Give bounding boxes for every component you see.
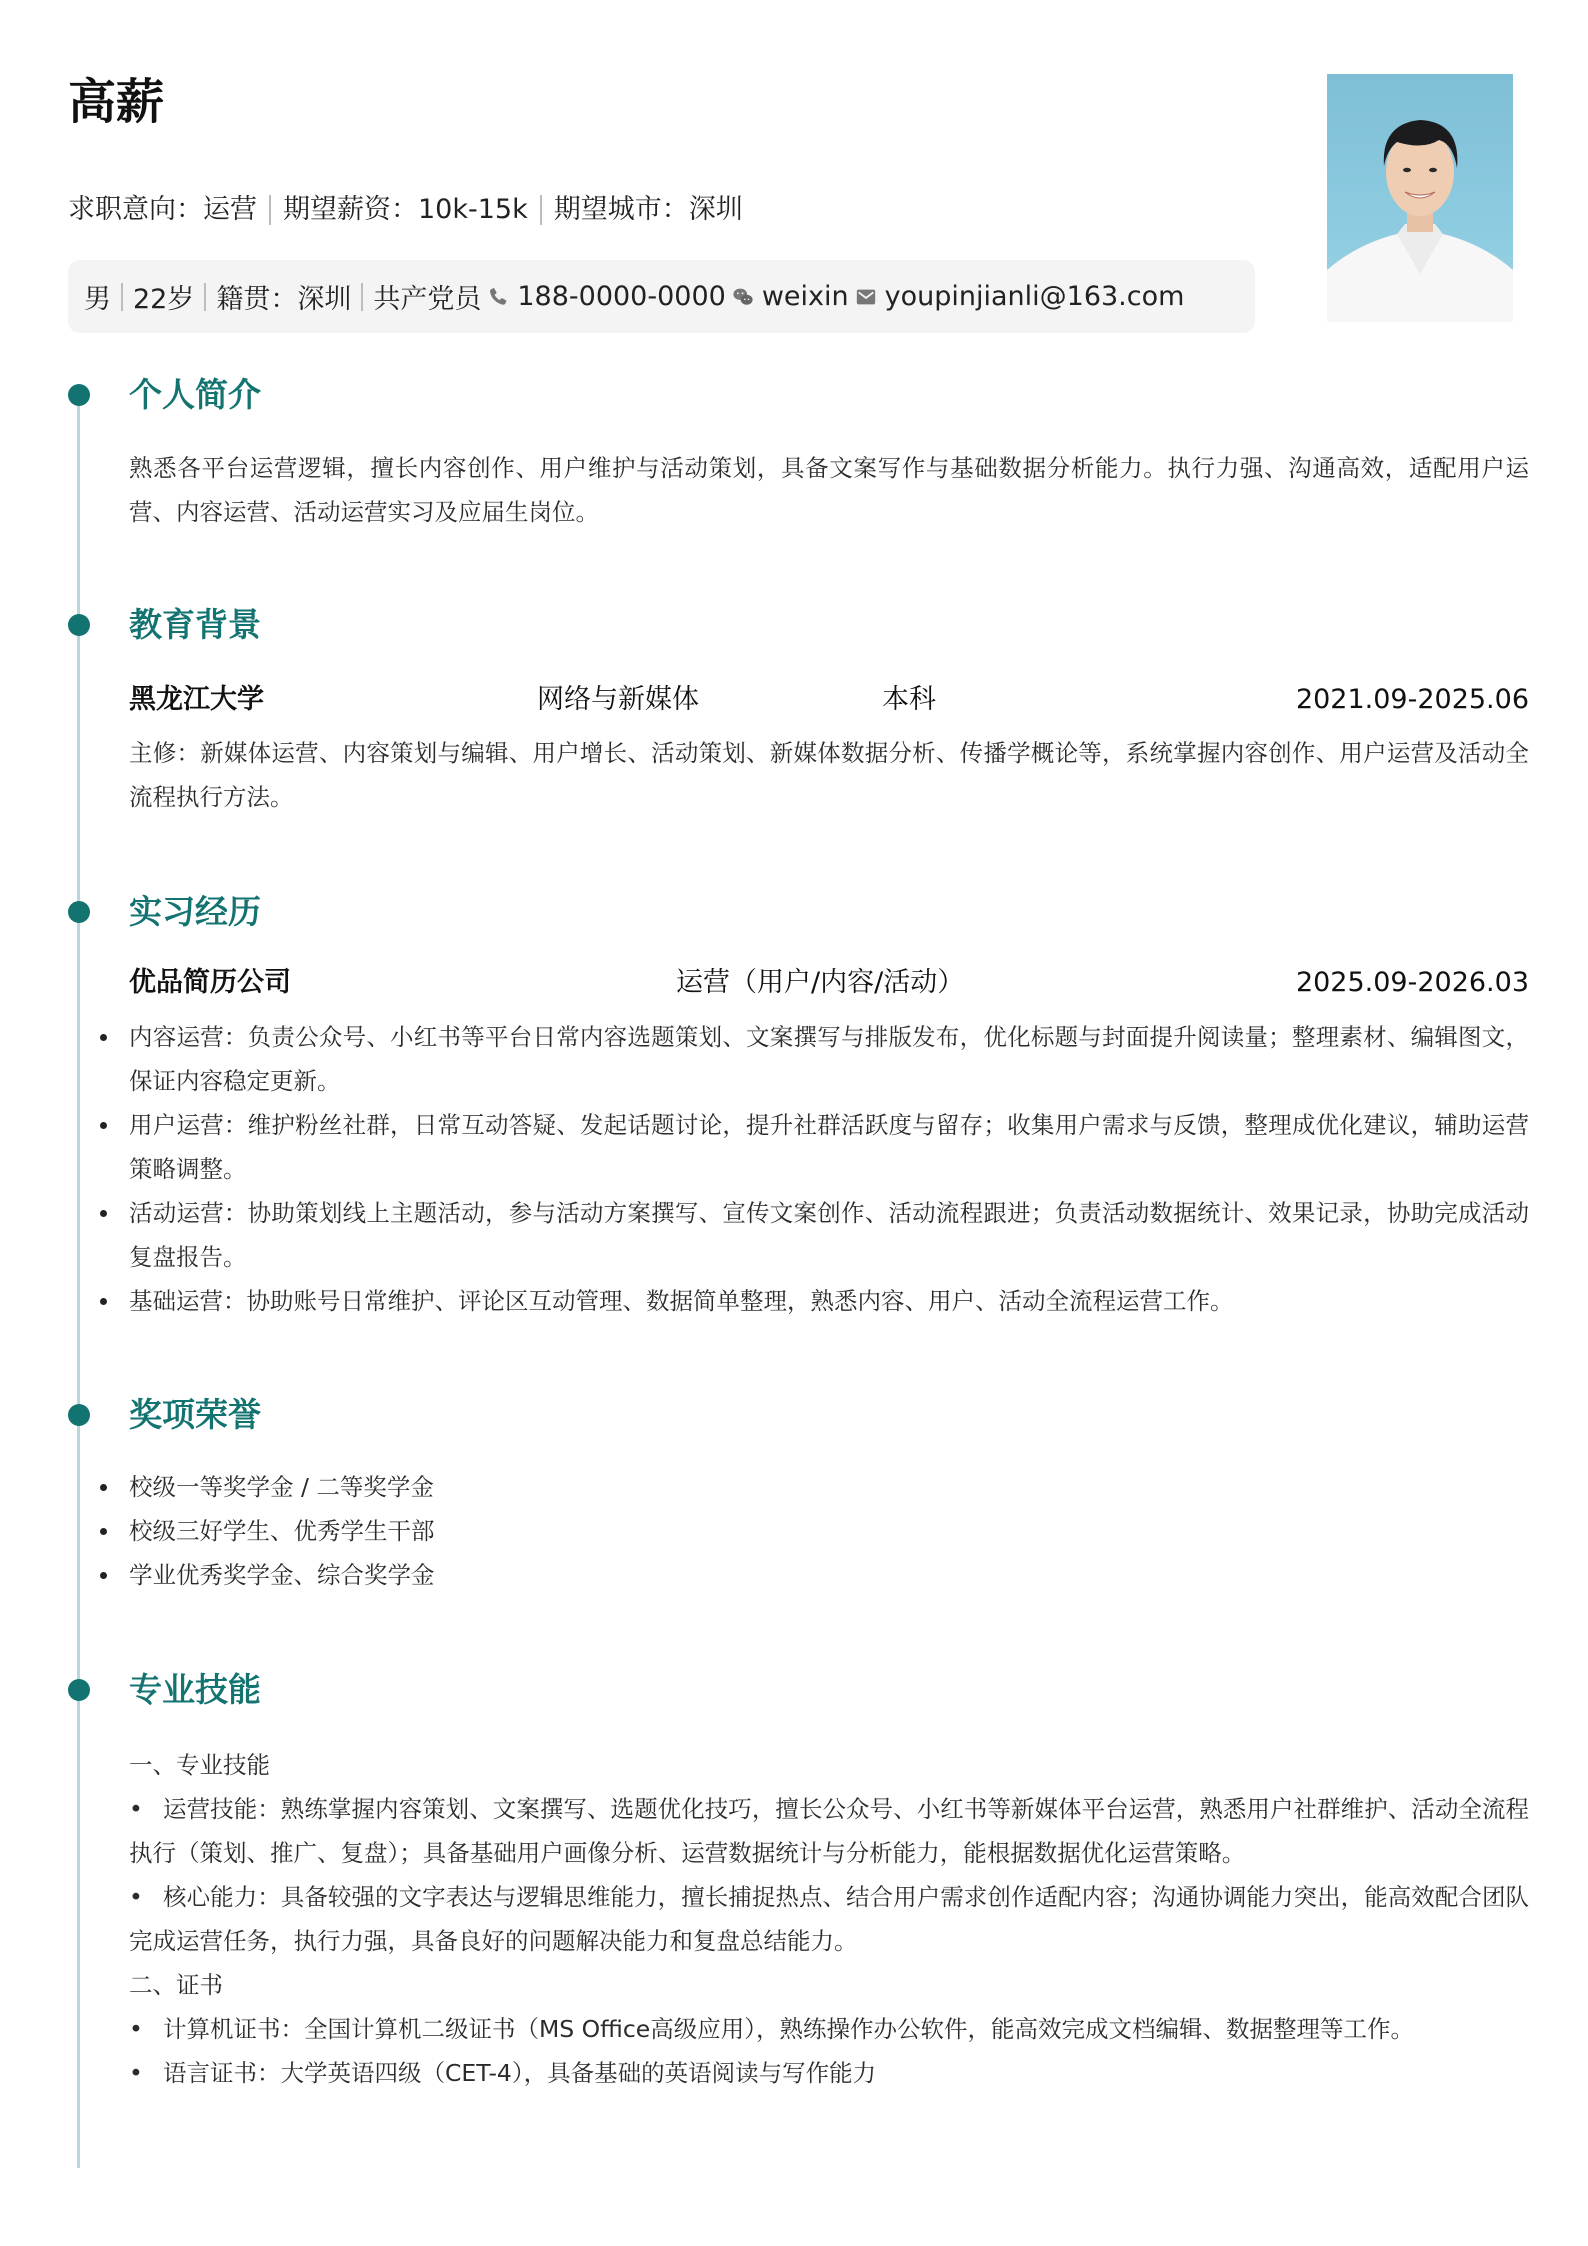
timeline-dot [68, 614, 90, 636]
bullet: • [129, 1795, 143, 1823]
skill-item: • 核心能力：具备较强的文字表达与逻辑思维能力，擅长捕捉热点、结合用户需求创作适配内容；沟通协调能力突出，能高效配合团队完成运营任务，执行力强，具备良好的问题解决能力和复盘总结能力。 [129, 1875, 1529, 1963]
skill-item: • 运营技能：熟练掌握内容策划、文案撰写、选题优化技巧，擅长公众号、小红书等新媒体平台运营，熟悉用户社群维护、活动全流程执行（策划、推广、复盘）；具备基础用户画像分析、运营数据统计与分析能力，能根据数据优化运营策略。 [129, 1787, 1529, 1875]
timeline-line [77, 395, 80, 2168]
expected-city: 期望城市：深圳 [553, 194, 743, 225]
divider [540, 195, 542, 225]
job-intent: 求职意向：运营 [68, 194, 257, 225]
section-title-summary: 个人简介 [129, 375, 261, 414]
section-title-internship: 实习经历 [129, 892, 261, 931]
phone-icon [485, 284, 511, 310]
summary-text: 熟悉各平台运营逻辑，擅长内容创作、用户维护与活动策划，具备文案写作与基础数据分析能力。执行力强、沟通高效，适配用户运营、内容运营、活动运营实习及应届生岗位。 [129, 454, 1529, 526]
section-title-skills: 专业技能 [129, 1670, 261, 1709]
skills-block [129, 1743, 1529, 2095]
profile-photo [1327, 74, 1513, 322]
company-name: 优品简历公司 [129, 967, 291, 998]
bullet: • [129, 2059, 143, 2087]
major: 网络与新媒体 [537, 684, 699, 715]
degree: 本科 [882, 684, 936, 715]
candidate-name: 高薪 [68, 74, 165, 130]
wechat-id: weixin [761, 281, 849, 312]
list-item: 校级一等奖学金 / 二等奖学金 [129, 1465, 1529, 1509]
internship-date: 2025.09-2026.03 [1295, 967, 1529, 998]
contact-bar [68, 260, 1255, 333]
political-status: 共产党员 [373, 284, 482, 315]
section-title-education: 教育背景 [129, 605, 261, 644]
education-date: 2021.09-2025.06 [1295, 684, 1529, 715]
list-item: 校级三好学生、优秀学生干部 [129, 1509, 1529, 1553]
mail-icon [853, 284, 879, 310]
list-item: 活动运营：协助策划线上主题活动，参与活动方案撰写、宣传文案创作、活动流程跟进；负责活动数据统计、效果记录，协助完成活动复盘报告。 [129, 1191, 1529, 1279]
courses-text: 主修：新媒体运营、内容策划与编辑、用户增长、活动策划、新媒体数据分析、传播学概论等，系统掌握内容创作、用户运营及活动全流程执行方法。 [129, 739, 1529, 811]
age: 22岁 [133, 284, 195, 315]
list-item: 内容运营：负责公众号、小红书等平台日常内容选题策划、文案撰写与排版发布，优化标题与封面提升阅读量；整理素材、编辑图文，保证内容稳定更新。 [129, 1015, 1529, 1103]
timeline-dot [68, 901, 90, 923]
portrait-illustration [1327, 74, 1513, 322]
divider [204, 283, 206, 311]
list-item: 学业优秀奖学金、综合奖学金 [129, 1553, 1529, 1597]
divider [269, 195, 271, 225]
certs-subheading: 二、证书 [129, 1971, 223, 1999]
section-title-awards: 奖项荣誉 [129, 1395, 261, 1434]
skills-subheading: 一、专业技能 [129, 1751, 270, 1779]
gender: 男 [84, 284, 111, 315]
job-role: 运营（用户/内容/活动） [676, 967, 965, 998]
cert-item: • 计算机证书：全国计算机二级证书（MS Office高级应用），熟练操作办公软件，能高效完成文档编辑、数据整理等工作。 [129, 2007, 1529, 2051]
hometown: 籍贯：深圳 [216, 284, 352, 315]
timeline-dot [68, 1679, 90, 1701]
divider [121, 283, 123, 311]
divider [361, 283, 363, 311]
email: youpinjianli@163.com [884, 281, 1185, 312]
expected-salary: 期望薪资：10k-15k [283, 194, 528, 225]
timeline-dot [68, 384, 90, 406]
job-intent-line [68, 190, 743, 230]
timeline-dot [68, 1404, 90, 1426]
wechat-icon [730, 284, 756, 310]
list-item: 用户运营：维护粉丝社群，日常互动答疑、发起话题讨论，提升社群活跃度与留存；收集用户需求与反馈，整理成优化建议，辅助运营策略调整。 [129, 1103, 1529, 1191]
education-entry [129, 678, 1529, 722]
cert-item: • 语言证书：大学英语四级（CET-4），具备基础的英语阅读与写作能力 [129, 2051, 1529, 2095]
bullet: • [129, 1883, 143, 1911]
list-item: 基础运营：协助账号日常维护、评论区互动管理、数据简单整理，熟悉内容、用户、活动全流程运营工作。 [129, 1279, 1529, 1323]
phone-number: 188-0000-0000 [517, 281, 726, 312]
awards-list [129, 1465, 1529, 1597]
school-name: 黑龙江大学 [129, 684, 264, 715]
bullet: • [129, 2015, 143, 2043]
internship-bullets [129, 1015, 1529, 1323]
internship-entry [129, 961, 1529, 1005]
